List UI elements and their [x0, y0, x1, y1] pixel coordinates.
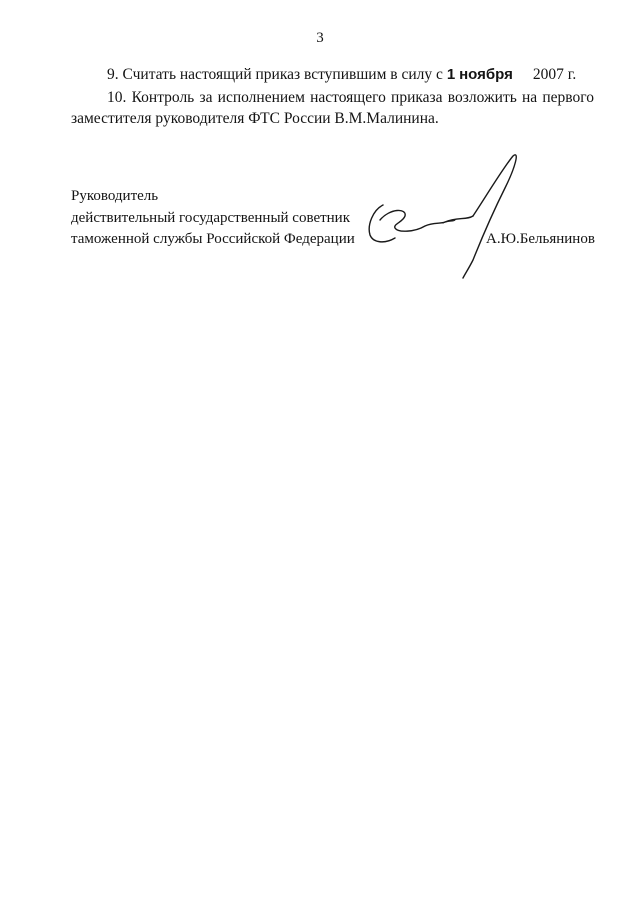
date-year: 2007 г.: [532, 66, 577, 83]
page-number: 3: [316, 30, 324, 46]
paragraph-9: [107, 66, 576, 84]
paragraph-10-line-2: заместителя руководителя ФТС России В.М.Малинина.: [71, 110, 439, 127]
signatory-title-line-3: таможенной службы Российской Федерации: [71, 231, 355, 247]
paragraph-10-line-1: 10. Контроль за исполнением настоящего приказа возложить на первого: [107, 89, 594, 106]
date-day: 1: [446, 66, 456, 83]
signatory-title-line-2: действительный государственный советник: [71, 210, 351, 226]
handwritten-signature: [345, 150, 525, 280]
date-month: ноября: [459, 66, 513, 83]
signatory-title-line-1: Руководитель: [71, 188, 159, 204]
paragraph-9-text: 9. Считать настоящий приказ вступившим в силу с: [107, 66, 443, 83]
signatory-name: А.Ю.Бельянинов: [486, 231, 595, 247]
